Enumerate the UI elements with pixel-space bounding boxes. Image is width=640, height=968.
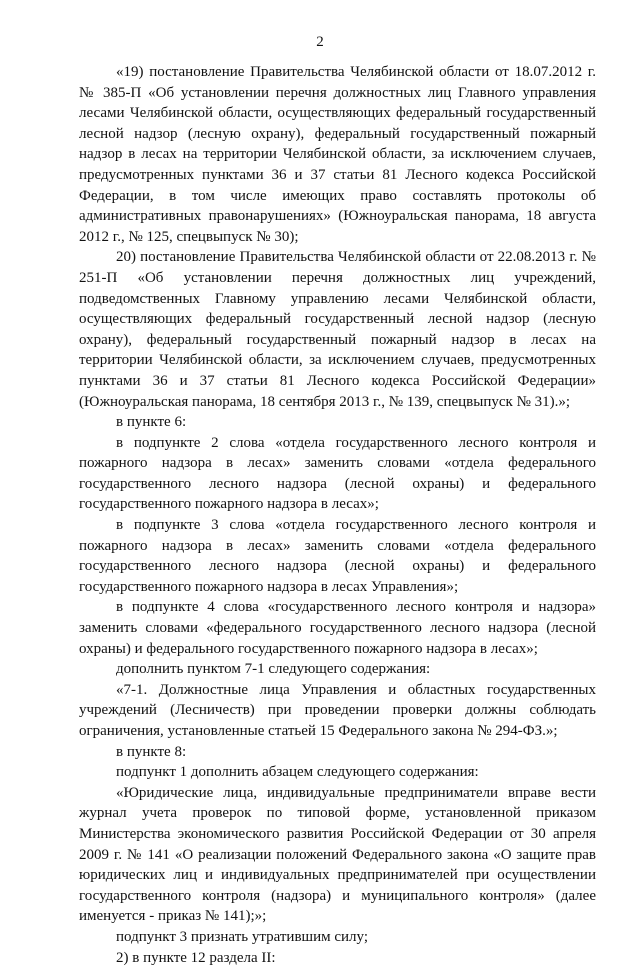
- paragraph-point-12-intro: 2) в пункте 12 раздела II:: [116, 949, 276, 966]
- paragraph-point-7-1-text: «7-1. Должностные лица Управления и областных государственных учреждений (Лесничеств) при проведении проверки должны соблюдать ограничения, установленные статьей 15 Федерального закона № 294-ФЗ.»;: [79, 681, 596, 739]
- paragraph-item-20: 20) постановление Правительства Челябинской области от 22.08.2013 г. № 251-П «Об установлении перечня должностных лиц учреждений, подведомственных Главному управлению лесами Челябинской области, осуществляющих федеральный государственный лесной надзор (лесную охрану), федеральный государственный пожарный надзор в лесах на территории Челябинской области, за исключением случаев, предусмотренных пунктами 36 и 37 статьи 81 Лесного кодекса Российской Федерации» (Южноуральская панорама, 18 сентября 2013 г., № 139, спецвыпуск № 31).»;: [79, 249, 596, 410]
- paragraph-point-8-intro: в пункте 8:: [116, 743, 187, 760]
- paragraph-subpoint-1-addition: подпункт 1 дополнить абзацем следующего содержания:: [116, 764, 479, 781]
- paragraph-point-6-intro: в пункте 6:: [116, 414, 187, 431]
- paragraph-subpoint-2: в подпункте 2 слова «отдела государственного лесного контроля и пожарного надзора в лесах» заменить словами «отдела федерального государственного лесного надзора (лесной охраны) и федерального государственного пожарного надзора в лесах»;: [79, 434, 596, 513]
- paragraph-add-point-7-1: дополнить пунктом 7-1 следующего содержания:: [116, 661, 431, 678]
- paragraph-item-19: «19) постановление Правительства Челябинской области от 18.07.2012 г. № 385-П «Об установлении перечня должностных лиц Главного управления лесами Челябинской области, осуществляющих федеральный государственный лесной надзор (лесную охрану), федеральный государственный пожарный надзор в лесах на территории Челябинской области, за исключением случаев, предусмотренных пунктами 36 и 37 статьи 81 Лесного кодекса Российской Федерации, в том числе имеющих право составлять протоколы об административных правонарушениях» (Южноуральская панорама, 18 августа 2012 г., № 125, спецвыпуск № 30);: [79, 64, 596, 245]
- paragraph-journal-text: «Юридические лица, индивидуальные предприниматели вправе вести журнал учета проверок по типовой форме, установленной приказом Министерства экономического развития Российской Федерации от 30 апреля 2009 г. № 141 «О реализации положений Федерального закона «О защите прав юридических лиц и индивидуальных предпринимателей при осуществлении государственного контроля (надзора) и муниципального контроля» (далее именуется - приказ № 141);»;: [79, 784, 596, 925]
- page-number: 2: [316, 34, 324, 50]
- document-body: [79, 62, 596, 968]
- paragraph-subpoint-3: в подпункте 3 слова «отдела государственного лесного контроля и пожарного надзора в лесах» заменить словами «отдела федерального государственного лесного надзора (лесной охраны) и федерального государственного пожарного надзора в лесах Управления»;: [79, 517, 596, 595]
- paragraph-subpoint-4: в подпункте 4 слова «государственного лесного контроля и надзора» заменить словами «федерального государственного лесного надзора (лесной охраны) и федерального государственного пожарного надзора в лесах»;: [79, 599, 596, 657]
- paragraph-subpoint-3-repeal: подпункт 3 признать утратившим силу;: [116, 928, 368, 945]
